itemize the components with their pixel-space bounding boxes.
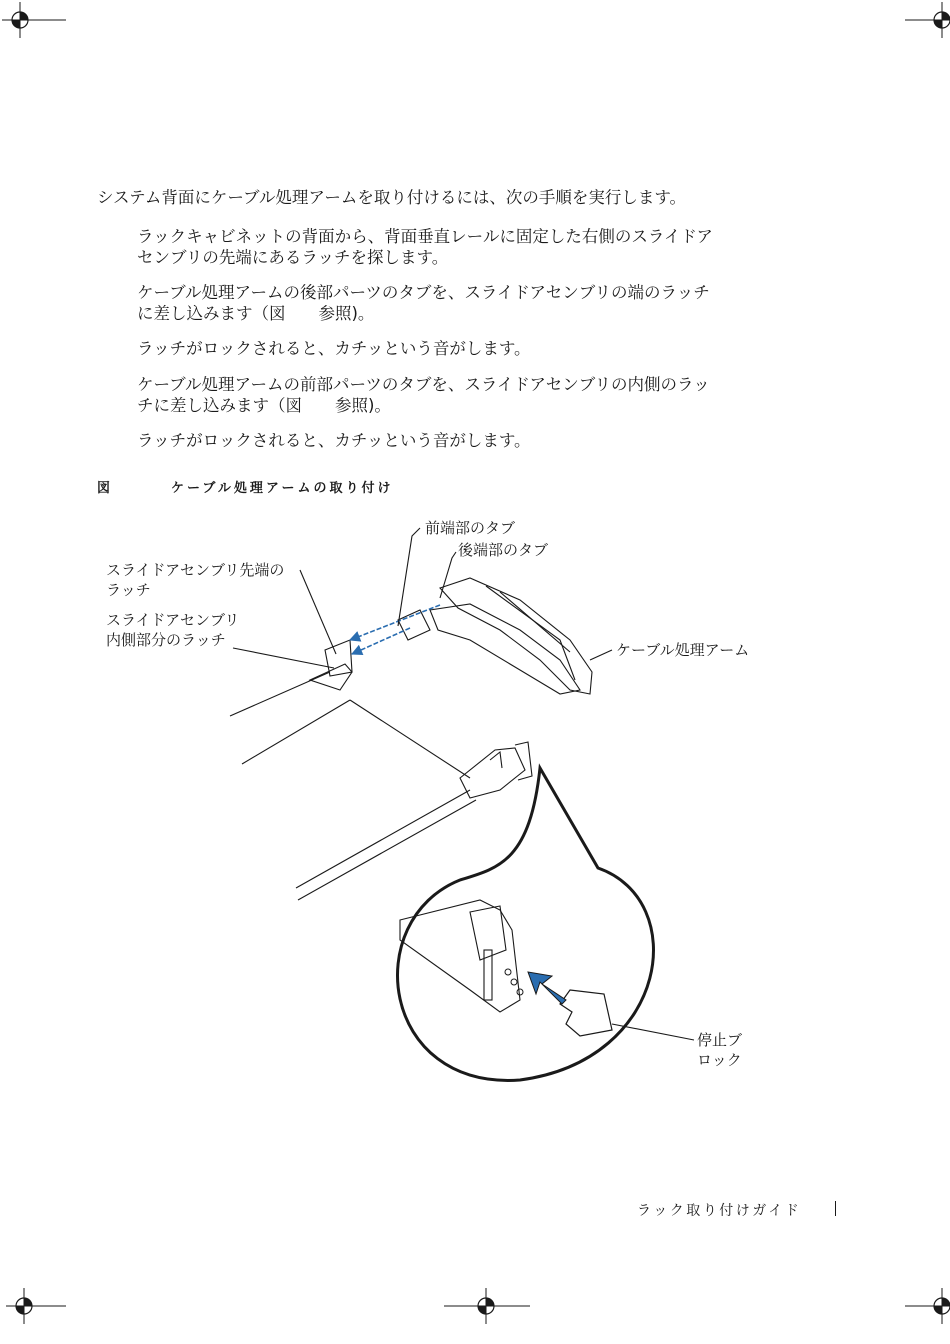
callout-slide-tip-latch-line-1: スライドアセンブリ先端の [106,561,285,579]
step-1-line-2: センブリの先端にあるラッチを探します。 [137,248,449,267]
intro-text: システム背面にケーブル処理アームを取り付けるには、次の手順を実行します。 [97,188,687,207]
callout-slide-tip-latch [106,560,284,600]
step-5-line-1: ラッチがロックされると、カチッという音がします。 [137,431,531,450]
callout-stop-block-line-1: 停止ブ [697,1031,743,1049]
callout-slide-tip-latch-line-2: ラッチ [106,581,151,599]
registration-mark-top-right [905,2,950,38]
callout-slide-inner-latch [106,610,239,650]
step-1 [137,226,787,268]
step-3 [137,338,787,359]
callout-stop-block [697,1030,742,1070]
step-2-line-2: に差し込みます（図 参照)。 [137,304,375,323]
footer-divider [835,1201,836,1216]
cable-management-arm-illustration [398,578,592,694]
callout-slide-inner-latch-line-1: スライドアセンブリ [106,611,240,629]
callout-rear-tab: 後端部のタブ [458,541,549,559]
registration-mark-bottom-center [444,1288,530,1324]
callout-cable-arm: ケーブル処理アーム [616,641,750,659]
figure-caption [97,477,393,496]
stop-block-detail-view [398,768,654,1080]
step-3-line-1: ラッチがロックされると、カチッという音がします。 [137,339,531,358]
callout-stop-block-line-2: ロック [697,1051,742,1069]
step-4-line-1: ケーブル処理アームの前部パーツのタブを、スライドアセンブリの内側のラッ [137,375,710,394]
registration-mark-bottom-left [6,1288,66,1324]
figure-label: 図 [97,481,114,496]
step-1-line-1: ラックキャビネットの背面から、背面垂直レールに固定した右側のスライドア [137,227,713,246]
insertion-arrows [350,605,440,654]
figure-title: ケーブル処理アームの取り付け [171,481,394,496]
footer-title: ラック取り付けガイド [637,1203,802,1219]
step-4-line-2: チに差し込みます（図 参照)。 [137,396,391,415]
system-chassis-illustration [230,640,532,900]
registration-mark-top-left [2,2,66,38]
callout-front-tab: 前端部のタブ [425,519,516,537]
stop-block-arrow [528,972,566,1004]
step-4 [137,374,787,416]
registration-mark-bottom-right [905,1288,950,1324]
step-2 [137,282,787,324]
callout-slide-inner-latch-line-2: 内側部分のラッチ [106,631,226,649]
step-5 [137,430,787,451]
step-2-line-1: ケーブル処理アームの後部パーツのタブを、スライドアセンブリの端のラッチ [137,283,710,302]
